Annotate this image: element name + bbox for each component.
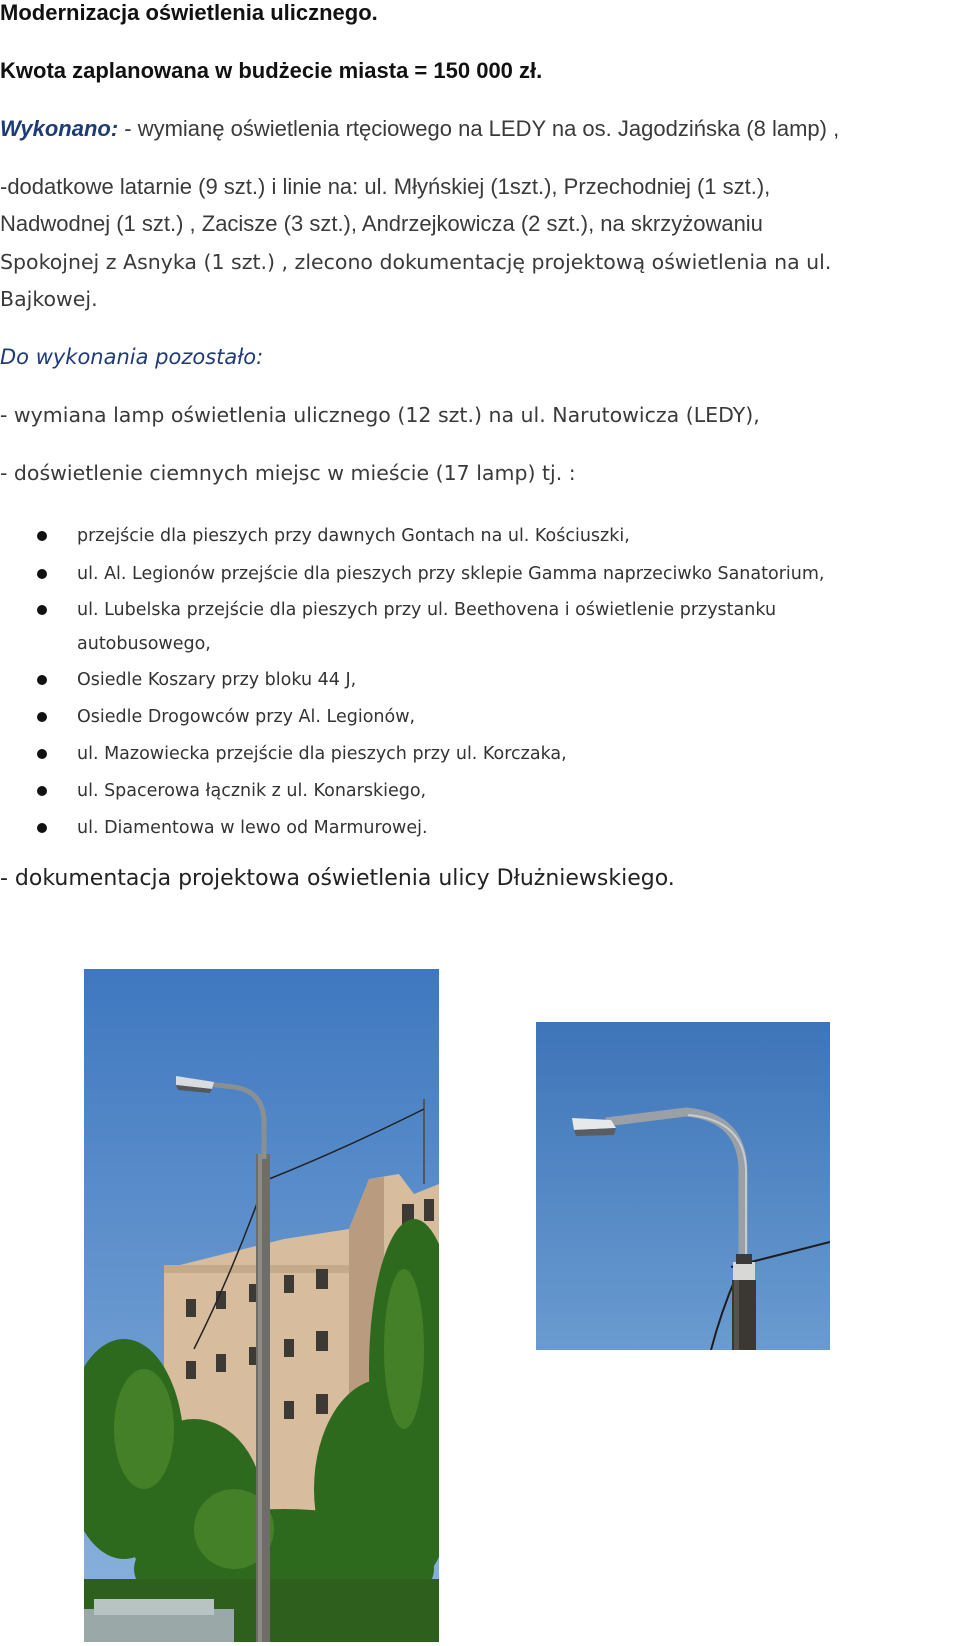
done-line-4: Spokojnej z Asnyka (1 szt.) , zlecono dokumentację projektową oświetlenia na ul. (0, 250, 832, 274)
bullet-dot-icon (37, 569, 47, 579)
bullet-dot-icon (37, 786, 47, 796)
documentation-line: - dokumentacja projektowa oświetlenia ulicy Dłużniewskiego. (0, 866, 675, 891)
street-lamp-building-photo (84, 969, 439, 1642)
remaining-item-1: - wymiana lamp oświetlenia ulicznego (12 szt.) na ul. Narutowicza (LEDY), (0, 403, 760, 427)
done-line-2: -dodatkowe latarnie (9 szt.) i linie na: ul. Młyńskiej (1szt.), Przechodniej (1 szt.), (0, 174, 771, 199)
list-item-text: ul. Lubelska przejście dla pieszych przy ul. Beethovena i oświetlenie przystanku (77, 600, 777, 620)
done-line-1 (0, 116, 839, 142)
done-line-1-text: - wymianę oświetlenia rtęciowego na LEDY na os. Jagodzińska (8 lamp) , (118, 116, 840, 141)
bullet-dot-icon (37, 823, 47, 833)
remaining-label: Do wykonania pozostało: (0, 345, 264, 369)
done-line-3: Nadwodnej (1 szt.) , Zacisze (3 szt.), Andrzejkowicza (2 szt.), na skrzyżowaniu (0, 211, 763, 236)
remaining-item-2: - doświetlenie ciemnych miejsc w mieście (17 lamp) tj. : (0, 461, 576, 485)
list-item-text: Osiedle Drogowców przy Al. Legionów, (77, 707, 416, 727)
street-lamp-closeup-photo (536, 1022, 830, 1350)
bullet-dot-icon (37, 531, 47, 541)
list-item-text-continued: autobusowego, (77, 634, 211, 654)
bullet-dot-icon (37, 712, 47, 722)
document-title: Modernizacja oświetlenia ulicznego. (0, 0, 378, 25)
done-label: Wykonano: (0, 116, 119, 141)
list-item-text: ul. Diamentowa w lewo od Marmurowej. (77, 818, 428, 838)
list-item-text: przejście dla pieszych przy dawnych Gontach na ul. Kościuszki, (77, 526, 630, 546)
done-line-5: Bajkowej. (0, 287, 98, 311)
bullet-dot-icon (37, 675, 47, 685)
list-item-text: Osiedle Koszary przy bloku 44 J, (77, 670, 357, 690)
budget-line: Kwota zaplanowana w budżecie miasta = 150 000 zł. (0, 58, 543, 83)
list-item-text: ul. Mazowiecka przejście dla pieszych przy ul. Korczaka, (77, 744, 567, 764)
bullet-dot-icon (37, 605, 47, 615)
bullet-dot-icon (37, 749, 47, 759)
list-item-text: ul. Spacerowa łącznik z ul. Konarskiego, (77, 781, 427, 801)
list-item-text: ul. Al. Legionów przejście dla pieszych przy sklepie Gamma naprzeciwko Sanatorium, (77, 564, 825, 584)
